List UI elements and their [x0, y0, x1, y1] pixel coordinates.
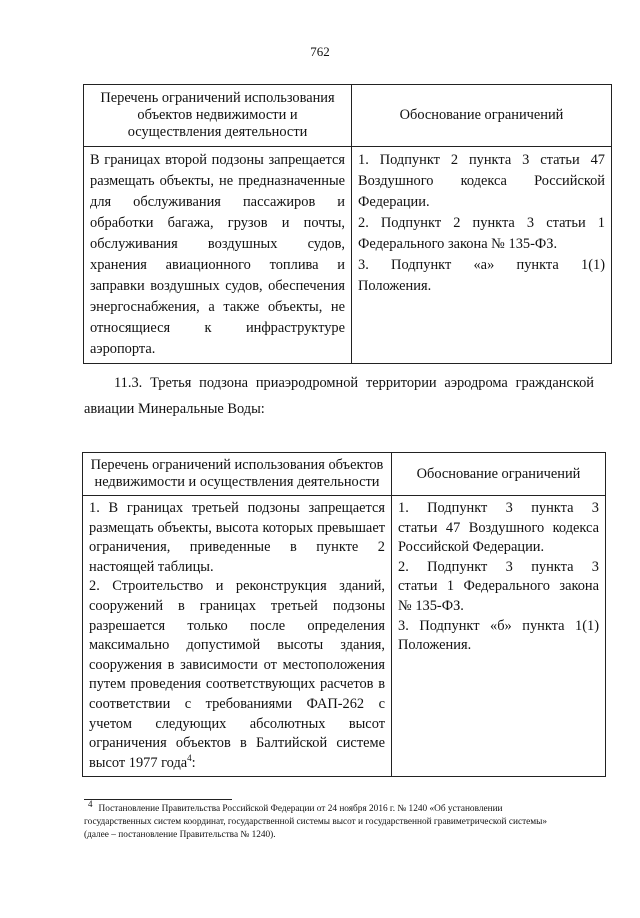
justification-cell: [392, 496, 606, 777]
footnote-divider: [84, 799, 232, 800]
text-line: [89, 754, 385, 774]
header-right-cell: Обоснование ограничений: [392, 453, 606, 496]
restrictions-cell: [83, 496, 392, 777]
text-line: сооружения в зависимости от местоположения: [89, 656, 385, 673]
text-line: хранения авиационного топлива и: [90, 257, 345, 273]
text-line: ограничения объектов в Балтийской системе: [89, 735, 385, 752]
text-line: обслуживания воздушных судов,: [90, 236, 345, 252]
heading-line: 11.3. Третья подзона приаэродромной территории аэродрома гражданской: [114, 375, 594, 391]
text-line: Российской Федерации.: [398, 539, 545, 556]
footnote: [84, 798, 602, 842]
footnote-line: (далее – постановление Правительства № 1240).: [84, 830, 276, 840]
text-line: разрешается только после определения: [89, 617, 385, 634]
text-line: 1. Подпункт 3 пункта 3: [398, 500, 599, 516]
text-line: для обслуживания пассажиров и: [90, 194, 345, 210]
text-line: В границах второй подзоны запрещается: [90, 152, 345, 168]
text-line: размещать объекты, высота которых превышает: [89, 519, 385, 536]
footnote-line: государственных систем координат, государственной системы высот и государственной гравиметрической системы»: [84, 817, 548, 827]
text-line: энергоснабжения, а также объекты, не: [90, 299, 345, 315]
text-line: 3. Подпункт «а» пункта 1(1): [358, 257, 605, 273]
restrictions-table-zone-3: [82, 452, 606, 777]
text-line: путем проведения соответствующих расчетов в: [89, 676, 385, 693]
text-line: ограничения, приведенные в пункте 2: [89, 539, 385, 556]
header-left-cell: Перечень ограничений использования объектов недвижимости и осуществления деятельности: [84, 85, 352, 147]
restrictions-cell: [84, 147, 352, 364]
text-line: 3. Подпункт «б» пункта 1(1): [398, 617, 599, 634]
text-line: 1. Подпункт 2 пункта 3 статьи 47: [358, 152, 605, 168]
table-row: [83, 496, 606, 777]
section-heading: [84, 370, 594, 422]
text-line: учетом следующих абсолютных высот: [89, 715, 385, 732]
text-line: аэропорта.: [90, 341, 156, 357]
text-line: относящиеся к инфраструктуре: [90, 320, 345, 336]
header-left-cell: Перечень ограничений использования объектов недвижимости и осуществления деятельности: [83, 453, 392, 496]
text-line: Положения.: [358, 278, 432, 294]
text-fragment: высот 1977 года: [89, 754, 188, 771]
table-header-row: [83, 453, 606, 496]
footnote-reference: 4: [187, 752, 192, 763]
footnote-line: [84, 798, 602, 816]
header-right-cell: Обоснование ограничений: [352, 85, 612, 147]
table-row: [84, 147, 612, 364]
text-line: Воздушного кодекса Российской: [358, 173, 605, 189]
text-line: максимально допустимой высоты здания,: [89, 637, 385, 654]
text-fragment: :: [191, 754, 196, 771]
text-line: сооружений в границах третьей подзоны: [89, 597, 385, 614]
page-number: 762: [310, 44, 330, 59]
text-line: 2. Строительство и реконструкция зданий,: [89, 578, 385, 595]
justification-cell: [352, 147, 612, 364]
table-header-row: [84, 85, 612, 147]
text-line: Федерации.: [358, 194, 430, 210]
text-line: 2. Подпункт 3 пункта 3: [398, 558, 599, 575]
text-line: Положения.: [398, 637, 472, 654]
text-line: статьи 1 Федерального закона: [398, 578, 599, 595]
heading-line: авиации Минеральные Воды:: [84, 401, 265, 417]
text-fragment: Постановление Правительства Российской Федерации от 24 ноября 2016 г. № 1240 «Об установлении: [98, 804, 503, 814]
text-line: № 135-ФЗ.: [398, 597, 464, 614]
footnote-mark: 4: [88, 798, 93, 809]
text-line: заправки воздушных судов, обеспечения: [90, 278, 345, 294]
text-line: обработки багажа, грузов и почты,: [90, 215, 345, 231]
text-line: настоящей таблицы.: [89, 558, 214, 575]
restrictions-table-zone-2: [83, 84, 612, 364]
text-line: размещать объекты, не предназначенные: [90, 173, 345, 189]
text-line: Федерального закона № 135-ФЗ.: [358, 236, 558, 252]
text-line: статьи 47 Воздушного кодекса: [398, 519, 599, 536]
text-line: соответствии с требованиями ФАП-262 с: [89, 695, 385, 712]
text-line: 2. Подпункт 2 пункта 3 статьи 1: [358, 215, 605, 231]
text-line: 1. В границах третьей подзоны запрещается: [89, 500, 385, 516]
